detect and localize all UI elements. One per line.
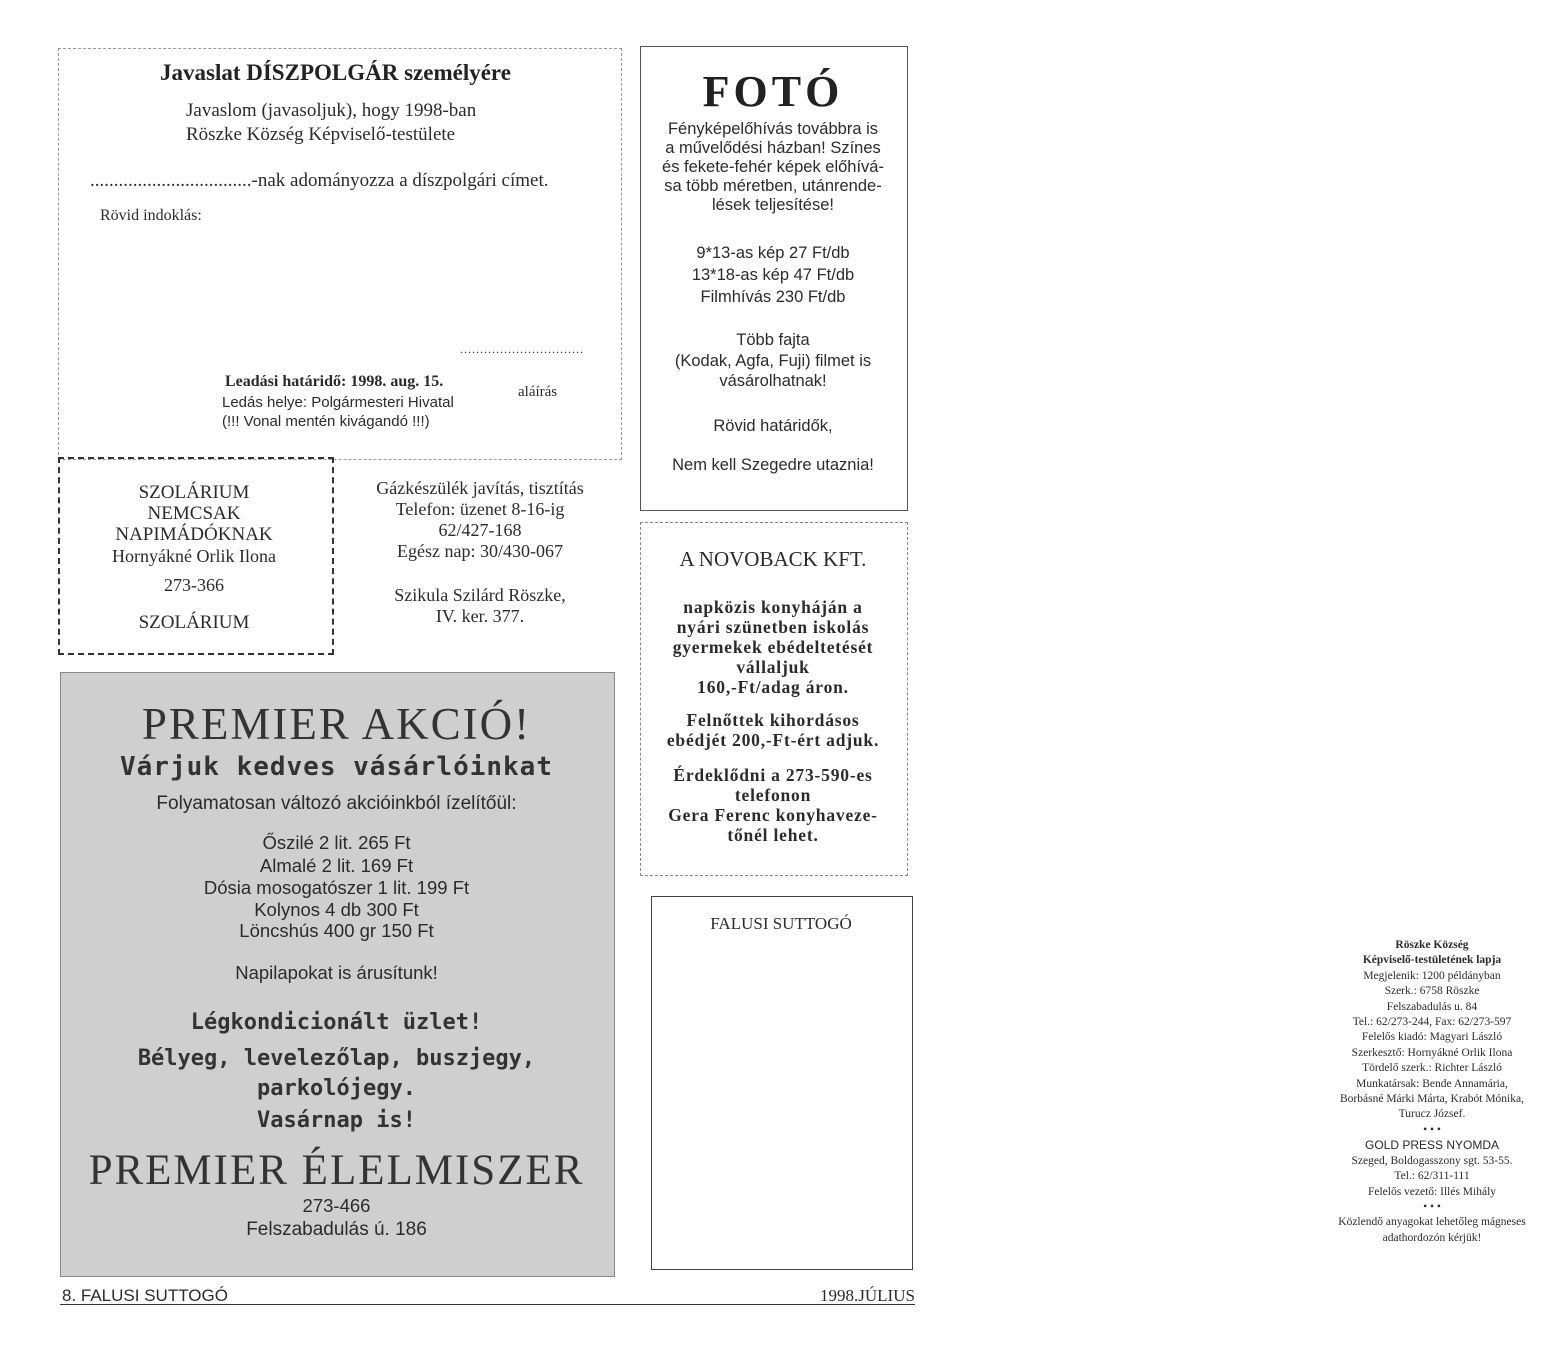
masthead-line: • • •: [1423, 1123, 1441, 1136]
masthead-line: Közlendő anyagokat lehetőleg mágneses: [1338, 1216, 1526, 1229]
novoback-price: 160,-Ft/adag áron.: [697, 677, 849, 697]
photo-film-line: vásárolhatnak!: [719, 372, 827, 390]
photo-ad-title: FOTÓ: [702, 67, 844, 116]
masthead-line: GOLD PRESS NYOMDA: [1364, 1138, 1500, 1153]
solarium-phone: 273-366: [164, 575, 224, 595]
masthead-line: Tördelő szerk.: Richter László: [1362, 1062, 1502, 1075]
novoback-line: Felnőttek kihordásos: [686, 710, 860, 730]
footer-date: 1998.JÚLIUS: [820, 1286, 915, 1305]
premier-aircon: Légkondicionált üzlet!: [190, 1010, 483, 1035]
coupon-line-1: Javaslom (javasoljuk), hogy 1998-ban: [186, 100, 477, 121]
photo-ad-line: és fekete-fehér képek előhívá-: [662, 158, 884, 176]
premier-intro: Folyamatosan változó akcióinkból ízelítőül:: [156, 793, 517, 814]
masthead-line: Felelős vezető: Illés Mihály: [1367, 1185, 1497, 1198]
masthead-line: Szerk.: 6758 Röszke: [1384, 985, 1480, 998]
photo-price: 13*18-as kép 47 Ft/db: [691, 266, 855, 284]
masthead-line: Képviselő-testületének lapja: [1362, 954, 1502, 967]
photo-no-need: Nem kell Szegedre utaznia!: [672, 456, 874, 474]
photo-ad-line: Fényképelőhívás továbbra is: [667, 120, 879, 138]
premier-item: Dósia mosogatószer 1 lit. 199 Ft: [203, 877, 470, 898]
gas-service-line: Egész nap: 30/430-067: [397, 541, 563, 561]
novoback-line: telefonon: [734, 785, 812, 805]
gas-service-line: 62/427-168: [438, 520, 522, 540]
gas-service-line: Gázkészülék javítás, tisztítás: [376, 478, 584, 498]
masthead-line: Felszabadulás u. 84: [1386, 1000, 1478, 1013]
masthead-line: Tel.: 62/311-111: [1394, 1170, 1470, 1183]
photo-ad-line: a művelődési házban! Színes: [665, 139, 881, 157]
premier-stamps-line: Bélyeg, levelezőlap, buszjegy,: [137, 1046, 536, 1071]
premier-sunday: Vasárnap is!: [257, 1108, 416, 1133]
masthead-line: Borbásné Márki Márta, Krabót Mónika,: [1340, 1093, 1524, 1106]
premier-item: Kolynos 4 db 300 Ft: [254, 899, 419, 920]
masthead-lines: [651, 938, 1526, 1246]
solarium-heading: SZOLÁRIUM: [138, 482, 250, 503]
gas-service-address: IV. ker. 377.: [435, 606, 525, 626]
premier-stamps-line: parkolójegy.: [257, 1076, 416, 1101]
novoback-title: A NOVOBACK KFT.: [679, 547, 867, 571]
premier-address: Felszabadulás ú. 186: [246, 1219, 427, 1240]
masthead-line: Szeged, Boldogasszony sgt. 53-55.: [1351, 1154, 1513, 1167]
photo-price: Filmhívás 230 Ft/db: [700, 288, 846, 306]
coupon-line-3: ..................................-nak adományozza a díszpolgári címet.: [90, 170, 549, 191]
novoback-line: gyermekek ebédeltetését: [672, 637, 874, 657]
gas-service-line: Telefon: üzenet 8-16-ig: [395, 499, 565, 519]
premier-newspapers: Napilapokat is árusítunk!: [235, 962, 438, 983]
photo-ad-line: lések teljesítése!: [712, 196, 834, 214]
novoback-line: tőnél lehet.: [727, 825, 819, 845]
gas-service-owner: Szikula Szilárd Röszke,: [394, 585, 566, 605]
solarium-footer: SZOLÁRIUM: [138, 612, 250, 633]
masthead-title: FALUSI SUTTOGÓ: [710, 914, 852, 933]
solarium-owner: Hornyákné Orlik Ilona: [112, 546, 276, 566]
signature-label: aláírás: [518, 384, 558, 400]
premier-item: Almalé 2 lit. 169 Ft: [259, 855, 414, 876]
photo-film-line: (Kodak, Agfa, Fuji) filmet is: [674, 352, 872, 370]
premier-subtitle: Várjuk kedves vásárlóinkat: [120, 752, 553, 782]
photo-film-line: Több fajta: [736, 331, 810, 349]
coupon-line-2: Röszke Község Képviselő-testülete: [186, 124, 456, 145]
premier-title: PREMIER AKCIÓ!: [141, 699, 532, 749]
novoback-line: nyári szünetben iskolás: [676, 617, 870, 637]
masthead-line: • • •: [1423, 1200, 1441, 1213]
photo-ad-line: sa több méretben, utánrende-: [664, 177, 882, 195]
masthead-line: Felelős kiadó: Magyari László: [1361, 1031, 1503, 1044]
masthead-line: Munkatársak: Bende Annamária,: [1356, 1077, 1508, 1090]
novoback-line: napközis konyháján a: [683, 597, 863, 617]
premier-item: Löncshús 400 gr 150 Ft: [239, 920, 434, 941]
novoback-line: vállaljuk: [736, 657, 810, 677]
coupon-cut-note: (!!! Vonal mentén kivágandó !!!): [222, 413, 430, 430]
novoback-line: Érdeklődni a 273-590-es: [673, 765, 873, 785]
masthead-line: Megjelenik: 1200 példányban: [1363, 969, 1501, 982]
masthead-line: Röszke Község: [1395, 939, 1469, 951]
masthead-line: Szerkesztő: Hornyákné Orlik Ilona: [1351, 1046, 1513, 1059]
photo-price: 9*13-as kép 27 Ft/db: [696, 244, 850, 262]
masthead-line: adathordozón kérjük!: [1382, 1231, 1482, 1244]
masthead-line: Turucz József.: [1398, 1108, 1466, 1121]
novoback-line: Gera Ferenc konyhaveze-: [668, 805, 878, 825]
premier-shop-name: PREMIER ÉLELMISZER: [88, 1147, 585, 1194]
premier-item: Őszilé 2 lit. 265 Ft: [262, 832, 411, 853]
footer-rule: [60, 1304, 915, 1305]
coupon-deadline: Leadási határidő: 1998. aug. 15.: [225, 373, 444, 390]
photo-short-deadline: Rövid határidők,: [713, 417, 833, 435]
coupon-place: Ledás helye: Polgármesteri Hivatal: [222, 394, 454, 411]
coupon-title: Javaslat DÍSZPOLGÁR személyére: [160, 60, 511, 85]
footer-page-label: 8. FALUSI SUTTOGÓ: [62, 1286, 228, 1305]
solarium-line: NEMCSAK: [147, 503, 241, 524]
coupon-reason-label: Rövid indoklás:: [100, 207, 202, 224]
novoback-line: ebédjét 200,-Ft-ért adjuk.: [666, 730, 880, 750]
solarium-line: NAPIMÁDÓKNAK: [115, 524, 273, 545]
signature-dots: ...............................: [460, 342, 584, 356]
masthead-line: Tel.: 62/273-244, Fax: 62/273-597: [1352, 1016, 1512, 1029]
premier-phone: 273-466: [302, 1195, 371, 1216]
